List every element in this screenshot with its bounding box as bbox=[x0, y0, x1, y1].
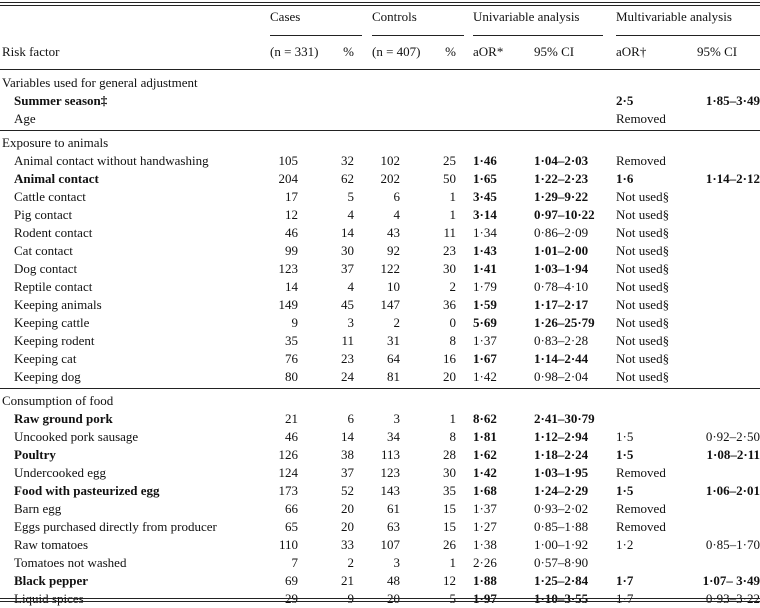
cell-cases: 12 bbox=[285, 207, 298, 222]
cell-cases-pct: 24 bbox=[341, 369, 354, 384]
cell-cases-pct: 23 bbox=[341, 351, 354, 366]
cell-uni-aor: 8·62 bbox=[473, 411, 497, 426]
cell-multi-aor: Not used§ bbox=[616, 261, 670, 276]
cell-multi-aor: Not used§ bbox=[616, 207, 670, 222]
cell-uni-ci: 1·12–2·94 bbox=[534, 429, 589, 444]
cell-uni-aor: 3·14 bbox=[473, 207, 497, 222]
cell-uni-aor: 1·97 bbox=[473, 591, 497, 606]
cell-controls: 3 bbox=[393, 411, 400, 426]
cell-controls-pct: 30 bbox=[443, 261, 456, 276]
cell-uni-aor: 1·67 bbox=[473, 351, 497, 366]
cell-uni-aor: 1·34 bbox=[473, 225, 497, 240]
cell-uni-ci: 1·22–2·23 bbox=[534, 171, 589, 186]
cell-controls: 34 bbox=[387, 429, 400, 444]
cell-multi-aor: Not used§ bbox=[616, 351, 670, 366]
cell-multi-aor: 1·5 bbox=[616, 429, 634, 444]
cell-multi-aor: Not used§ bbox=[616, 189, 670, 204]
header-aor-multi: aOR† bbox=[616, 44, 647, 59]
header-multivariable: Multivariable analysis bbox=[616, 9, 732, 24]
top-rule-double bbox=[0, 5, 760, 6]
row-label: Cat contact bbox=[14, 243, 73, 258]
header-ci-multi: 95% CI bbox=[697, 44, 738, 59]
cell-uni-ci: 1·25–2·84 bbox=[534, 573, 589, 588]
cell-multi-aor: Removed bbox=[616, 153, 666, 168]
cell-multi-aor: Removed bbox=[616, 111, 666, 126]
cell-cases: 46 bbox=[285, 429, 298, 444]
cell-cases-pct: 52 bbox=[341, 483, 354, 498]
cell-uni-ci: 1·24–2·29 bbox=[534, 483, 589, 498]
cell-controls-pct: 2 bbox=[449, 279, 456, 294]
cell-uni-ci: 0·97–10·22 bbox=[534, 207, 595, 222]
cell-cases: 123 bbox=[278, 261, 298, 276]
cell-controls: 61 bbox=[387, 501, 400, 516]
cell-controls-pct: 15 bbox=[443, 519, 456, 534]
header-rule bbox=[0, 69, 760, 70]
bottom-rule-double bbox=[0, 601, 760, 602]
row-label: Animal contact without handwashing bbox=[14, 153, 209, 168]
cell-controls: 48 bbox=[387, 573, 400, 588]
cell-controls-pct: 5 bbox=[449, 591, 456, 606]
cell-controls: 81 bbox=[387, 369, 400, 384]
cell-uni-ci: 1·26–25·79 bbox=[534, 315, 595, 330]
cell-uni-ci: 1·01–2·00 bbox=[534, 243, 589, 258]
cell-cases: 110 bbox=[278, 537, 298, 552]
cell-multi-aor: Not used§ bbox=[616, 297, 670, 312]
cell-cases: 69 bbox=[285, 573, 298, 588]
row-label: Dog contact bbox=[14, 261, 78, 276]
header-cases: Cases bbox=[270, 9, 301, 24]
row-label: Eggs purchased directly from producer bbox=[14, 519, 217, 534]
header-controls-n: (n = 407) bbox=[372, 44, 421, 59]
row-label: Uncooked pork sausage bbox=[14, 429, 139, 444]
header-controls: Controls bbox=[372, 9, 417, 24]
cell-uni-ci: 1·17–2·17 bbox=[534, 297, 589, 312]
underline-controls bbox=[372, 35, 464, 36]
cell-multi-aor: Not used§ bbox=[616, 333, 670, 348]
cell-controls: 122 bbox=[380, 261, 400, 276]
cell-multi-aor: 1·6 bbox=[616, 171, 634, 186]
cell-controls-pct: 28 bbox=[443, 447, 456, 462]
cell-multi-aor: 1·5 bbox=[616, 483, 634, 498]
cell-uni-ci: 1·29–9·22 bbox=[534, 189, 589, 204]
cell-uni-aor: 2·26 bbox=[473, 555, 497, 570]
cell-controls: 3 bbox=[393, 555, 400, 570]
row-label: Keeping dog bbox=[14, 369, 81, 384]
header-controls-pct: % bbox=[445, 44, 456, 59]
cell-uni-ci: 0·57–8·90 bbox=[534, 555, 589, 570]
row-label: Summer season‡ bbox=[14, 93, 108, 108]
cell-cases-pct: 33 bbox=[341, 537, 354, 552]
cell-uni-aor: 1·27 bbox=[473, 519, 497, 534]
cell-controls: 147 bbox=[380, 297, 400, 312]
header-ci-uni: 95% CI bbox=[534, 44, 575, 59]
cell-uni-ci: 2·41–30·79 bbox=[534, 411, 595, 426]
row-label: Keeping cat bbox=[14, 351, 77, 366]
cell-cases-pct: 37 bbox=[341, 261, 354, 276]
cell-controls-pct: 8 bbox=[449, 429, 456, 444]
cell-controls-pct: 23 bbox=[443, 243, 456, 258]
cell-cases-pct: 21 bbox=[341, 573, 354, 588]
cell-multi-ci: 1·07– 3·49 bbox=[702, 573, 760, 588]
cell-cases-pct: 38 bbox=[341, 447, 354, 462]
cell-cases: 76 bbox=[285, 351, 298, 366]
cell-controls: 43 bbox=[387, 225, 400, 240]
cell-cases-pct: 30 bbox=[341, 243, 354, 258]
row-label: Cattle contact bbox=[14, 189, 86, 204]
row-label: Tomatoes not washed bbox=[14, 555, 127, 570]
cell-controls-pct: 1 bbox=[449, 411, 456, 426]
cell-multi-aor: Not used§ bbox=[616, 225, 670, 240]
row-label: Black pepper bbox=[14, 573, 89, 588]
cell-controls-pct: 26 bbox=[443, 537, 456, 552]
cell-uni-aor: 1·59 bbox=[473, 297, 497, 312]
cell-cases-pct: 14 bbox=[341, 429, 354, 444]
cell-controls-pct: 30 bbox=[443, 465, 456, 480]
cell-controls: 92 bbox=[387, 243, 400, 258]
cell-uni-ci: 1·14–2·44 bbox=[534, 351, 589, 366]
cell-controls: 4 bbox=[393, 207, 400, 222]
header-risk-factor: Risk factor bbox=[2, 44, 60, 59]
cell-controls: 107 bbox=[380, 537, 400, 552]
cell-controls: 64 bbox=[387, 351, 400, 366]
row-label: Keeping rodent bbox=[14, 333, 95, 348]
cell-uni-ci: 0·98–2·04 bbox=[534, 369, 589, 384]
cell-multi-ci: 0·93–3·22 bbox=[705, 591, 760, 606]
underline-cases bbox=[270, 35, 362, 36]
cell-cases-pct: 4 bbox=[347, 279, 354, 294]
cell-multi-ci: 1·85–3·49 bbox=[705, 93, 760, 108]
cell-uni-aor: 1·88 bbox=[473, 573, 497, 588]
cell-controls-pct: 1 bbox=[449, 555, 456, 570]
cell-controls-pct: 0 bbox=[449, 315, 456, 330]
cell-controls-pct: 1 bbox=[449, 207, 456, 222]
cell-cases: 99 bbox=[285, 243, 298, 258]
cell-uni-aor: 1·38 bbox=[473, 537, 497, 552]
row-label: Food with pasteurized egg bbox=[14, 483, 160, 498]
cell-controls: 102 bbox=[380, 153, 400, 168]
section-title: Variables used for general adjustment bbox=[2, 75, 198, 90]
cell-cases-pct: 2 bbox=[347, 555, 354, 570]
row-label: Reptile contact bbox=[14, 279, 93, 294]
cell-controls-pct: 1 bbox=[449, 189, 456, 204]
cell-uni-ci: 0·93–2·02 bbox=[534, 501, 589, 516]
cell-cases-pct: 32 bbox=[341, 153, 354, 168]
cell-multi-ci: 1·08–2·11 bbox=[706, 447, 760, 462]
cell-cases-pct: 20 bbox=[341, 519, 354, 534]
cell-multi-ci: 1·14–2·12 bbox=[705, 171, 760, 186]
cell-cases: 66 bbox=[285, 501, 298, 516]
cell-uni-ci: 1·18–2·24 bbox=[534, 447, 589, 462]
cell-cases-pct: 5 bbox=[347, 189, 354, 204]
row-label: Animal contact bbox=[14, 171, 99, 186]
cell-cases: 14 bbox=[285, 279, 298, 294]
cell-uni-ci: 0·86–2·09 bbox=[534, 225, 589, 240]
cell-cases: 149 bbox=[278, 297, 298, 312]
cell-uni-ci: 1·04–2·03 bbox=[534, 153, 589, 168]
cell-controls: 113 bbox=[380, 447, 400, 462]
row-label: Raw tomatoes bbox=[14, 537, 89, 552]
row-label: Raw ground pork bbox=[14, 411, 113, 426]
cell-controls-pct: 35 bbox=[443, 483, 456, 498]
cell-cases: 9 bbox=[291, 315, 298, 330]
cell-uni-aor: 1·68 bbox=[473, 483, 497, 498]
cell-uni-aor: 3·45 bbox=[473, 189, 497, 204]
cell-controls-pct: 50 bbox=[443, 171, 456, 186]
cell-controls: 202 bbox=[380, 171, 400, 186]
top-rule bbox=[0, 2, 760, 3]
cell-uni-ci: 1·03–1·94 bbox=[534, 261, 589, 276]
cell-multi-aor: Removed bbox=[616, 519, 666, 534]
cell-multi-aor: Not used§ bbox=[616, 243, 670, 258]
cell-uni-aor: 1·81 bbox=[473, 429, 497, 444]
cell-cases: 35 bbox=[285, 333, 298, 348]
cell-cases: 124 bbox=[278, 465, 298, 480]
cell-cases: 80 bbox=[285, 369, 298, 384]
cell-uni-aor: 5·69 bbox=[473, 315, 497, 330]
row-label: Keeping animals bbox=[14, 297, 102, 312]
cell-uni-aor: 1·37 bbox=[473, 501, 497, 516]
cell-multi-aor: 1·5 bbox=[616, 447, 634, 462]
cell-controls-pct: 15 bbox=[443, 501, 456, 516]
cell-multi-ci: 0·92–2·50 bbox=[705, 429, 760, 444]
header-aor-uni: aOR* bbox=[473, 44, 504, 59]
cell-uni-aor: 1·37 bbox=[473, 333, 497, 348]
header-cases-n: (n = 331) bbox=[270, 44, 319, 59]
underline-univariable bbox=[473, 35, 603, 36]
cell-cases: 65 bbox=[285, 519, 298, 534]
cell-controls: 31 bbox=[387, 333, 400, 348]
cell-cases: 17 bbox=[285, 189, 298, 204]
cell-controls-pct: 20 bbox=[443, 369, 456, 384]
cell-cases: 173 bbox=[278, 483, 298, 498]
cell-controls: 143 bbox=[380, 483, 400, 498]
cell-cases-pct: 6 bbox=[347, 411, 354, 426]
cell-cases-pct: 62 bbox=[341, 171, 354, 186]
cell-cases: 204 bbox=[278, 171, 298, 186]
cell-controls-pct: 8 bbox=[449, 333, 456, 348]
cell-uni-aor: 1·62 bbox=[473, 447, 497, 462]
cell-controls: 2 bbox=[393, 315, 400, 330]
cell-uni-aor: 1·46 bbox=[473, 153, 497, 168]
cell-uni-aor: 1·42 bbox=[473, 465, 497, 480]
cell-cases: 7 bbox=[291, 555, 298, 570]
cell-multi-aor: 2·5 bbox=[616, 93, 634, 108]
row-label: Poultry bbox=[14, 447, 56, 462]
cell-multi-aor: Not used§ bbox=[616, 369, 670, 384]
cell-uni-aor: 1·42 bbox=[473, 369, 497, 384]
bottom-rule bbox=[0, 598, 760, 599]
underline-multivariable bbox=[616, 35, 760, 36]
cell-cases: 105 bbox=[278, 153, 298, 168]
cell-cases: 126 bbox=[278, 447, 298, 462]
cell-controls-pct: 11 bbox=[443, 225, 456, 240]
cell-controls: 20 bbox=[387, 591, 400, 606]
header-cases-pct: % bbox=[343, 44, 354, 59]
cell-multi-aor: Not used§ bbox=[616, 315, 670, 330]
cell-controls-pct: 25 bbox=[443, 153, 456, 168]
cell-cases-pct: 45 bbox=[341, 297, 354, 312]
cell-cases: 46 bbox=[285, 225, 298, 240]
cell-multi-aor: 1·2 bbox=[616, 537, 634, 552]
cell-cases: 21 bbox=[285, 411, 298, 426]
row-label: Rodent contact bbox=[14, 225, 93, 240]
cell-uni-ci: 1·03–1·95 bbox=[534, 465, 589, 480]
section-title: Consumption of food bbox=[2, 393, 114, 408]
cell-uni-aor: 1·65 bbox=[473, 171, 497, 186]
cell-uni-ci: 0·78–4·10 bbox=[534, 279, 589, 294]
cell-controls-pct: 12 bbox=[443, 573, 456, 588]
cell-uni-aor: 1·43 bbox=[473, 243, 497, 258]
section-title: Exposure to animals bbox=[2, 135, 109, 150]
cell-uni-aor: 1·41 bbox=[473, 261, 497, 276]
cell-controls: 10 bbox=[387, 279, 400, 294]
cell-uni-ci: 1·10–3·55 bbox=[534, 591, 589, 606]
cell-cases-pct: 37 bbox=[341, 465, 354, 480]
row-label: Undercooked egg bbox=[14, 465, 107, 480]
cell-controls: 123 bbox=[380, 465, 400, 480]
cell-controls-pct: 16 bbox=[443, 351, 456, 366]
row-label: Pig contact bbox=[14, 207, 73, 222]
cell-multi-aor: Removed bbox=[616, 465, 666, 480]
section-divider bbox=[0, 130, 760, 131]
cell-uni-ci: 1·00–1·92 bbox=[534, 537, 589, 552]
cell-multi-aor: 1·7 bbox=[616, 591, 634, 606]
cell-cases-pct: 20 bbox=[341, 501, 354, 516]
row-label: Keeping cattle bbox=[14, 315, 90, 330]
cell-multi-aor: Removed bbox=[616, 501, 666, 516]
row-label: Liquid spices bbox=[14, 591, 84, 606]
header-univariable: Univariable analysis bbox=[473, 9, 580, 24]
cell-cases-pct: 3 bbox=[347, 315, 354, 330]
cell-cases-pct: 11 bbox=[341, 333, 354, 348]
cell-controls: 6 bbox=[393, 189, 400, 204]
cell-multi-aor: Not used§ bbox=[616, 279, 670, 294]
cell-controls: 63 bbox=[387, 519, 400, 534]
cell-cases-pct: 4 bbox=[347, 207, 354, 222]
cell-uni-ci: 0·83–2·28 bbox=[534, 333, 589, 348]
cell-uni-ci: 0·85–1·88 bbox=[534, 519, 589, 534]
section-divider bbox=[0, 388, 760, 389]
cell-cases-pct: 14 bbox=[341, 225, 354, 240]
cell-multi-aor: 1·7 bbox=[616, 573, 634, 588]
cell-multi-ci: 1·06–2·01 bbox=[705, 483, 760, 498]
row-label: Barn egg bbox=[14, 501, 62, 516]
cell-uni-aor: 1·79 bbox=[473, 279, 497, 294]
cell-multi-ci: 0·85–1·70 bbox=[705, 537, 760, 552]
cell-cases: 29 bbox=[285, 591, 298, 606]
cell-cases-pct: 9 bbox=[347, 591, 354, 606]
cell-controls-pct: 36 bbox=[443, 297, 456, 312]
row-label: Age bbox=[14, 111, 36, 126]
